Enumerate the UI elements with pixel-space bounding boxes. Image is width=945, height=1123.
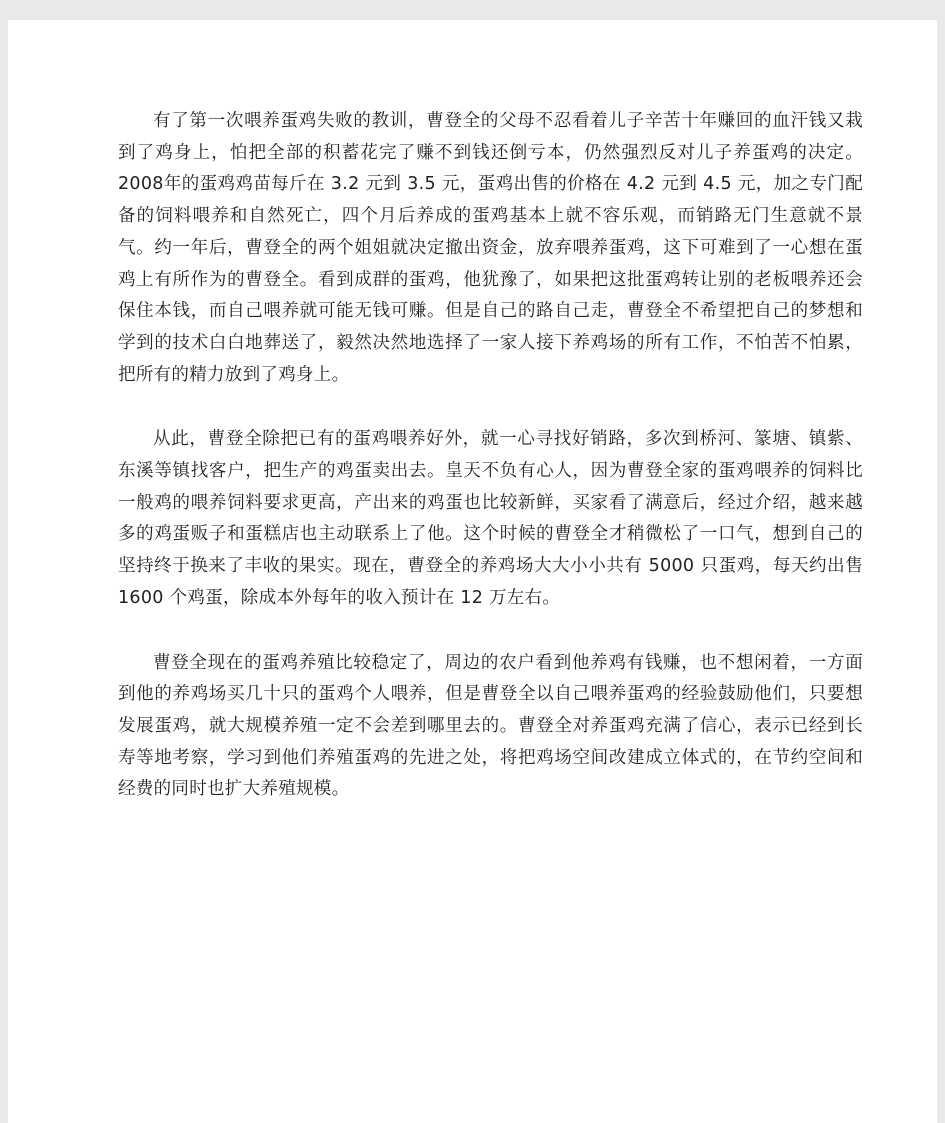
document-page: [8, 20, 937, 1123]
paragraph-2: 从此，曹登全除把已有的蛋鸡喂养好外，就一心寻找好销路，多次到桥河、篆塘、镇紫、东溪等镇找客户，把生产的鸡蛋卖出去。皇天不负有心人，因为曹登全家的蛋鸡喂养的饲料比一般鸡的喂养饲料要求更高，产出来的鸡蛋也比较新鲜，买家看了满意后，经过介绍，越来越多的鸡蛋贩子和蛋糕店也主动联系上了他。这个时候的曹登全才稍微松了一口气，想到自己的坚持终于换来了丰收的果实。现在，曹登全的养鸡场大大小小共有 5000 只蛋鸡，每天约出售 1600 个鸡蛋，除成本外每年的收入预计在 12 万左右。: [118, 429, 863, 608]
paragraph-1: 有了第一次喂养蛋鸡失败的教训，曹登全的父母不忍看着儿子辛苦十年赚回的血汗钱又栽到了鸡身上，怕把全部的积蓄花完了赚不到钱还倒亏本，仍然强烈反对儿子养蛋鸡的决定。2008年的蛋鸡鸡苗每斤在 3.2 元到 3.5 元，蛋鸡出售的价格在 4.2 元到 4.5 元，加之专门配备的饲料喂养和自然死亡，四个月后养成的蛋鸡基本上就不容乐观，而销路无门生意就不景气。约一年后，曹登全的两个姐姐就决定撤出资金，放弃喂养蛋鸡，这下可难到了一心想在蛋鸡上有所作为的曹登全。看到成群的蛋鸡，他犹豫了，如果把这批蛋鸡转让别的老板喂养还会保住本钱，而自己喂养就可能无钱可赚。但是自己的路自己走，曹登全不希望把自己的梦想和学到的技术白白地葬送了，毅然决然地选择了一家人接下养鸡场的所有工作，不怕苦不怕累，把所有的精力放到了鸡身上。: [118, 111, 863, 385]
paragraph-3: 曹登全现在的蛋鸡养殖比较稳定了，周边的农户看到他养鸡有钱赚，也不想闲着，一方面到他的养鸡场买几十只的蛋鸡个人喂养，但是曹登全以自己喂养蛋鸡的经验鼓励他们，只要想发展蛋鸡，就大规模养殖一定不会差到哪里去的。曹登全对养蛋鸡充满了信心，表示已经到长寿等地考察，学习到他们养殖蛋鸡的先进之处，将把鸡场空间改建成立体式的，在节约空间和经费的同时也扩大养殖规模。: [118, 652, 863, 800]
